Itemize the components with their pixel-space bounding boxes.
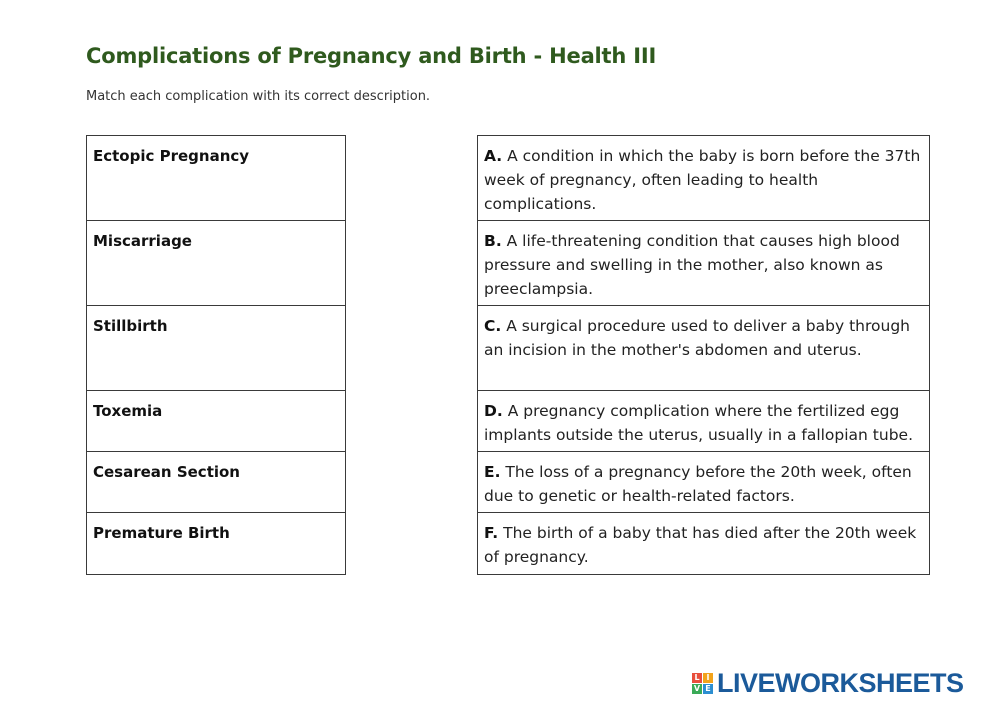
logo-badge-letter: I [703, 673, 713, 683]
term-label: Stillbirth [93, 317, 168, 335]
description-text [484, 144, 924, 216]
terms-column [86, 135, 346, 575]
description-body: A pregnancy complication where the fertilized egg implants outside the uterus, usually in a fallopian tube. [484, 402, 914, 444]
logo-badge-letter: V [693, 683, 701, 693]
logo-text: LIVEWORKSHEETS [717, 667, 964, 698]
term-label: Cesarean Section [93, 463, 240, 481]
description-letter: C. [484, 317, 502, 335]
term-label: Miscarriage [93, 232, 192, 250]
description-letter: F. [484, 524, 499, 542]
description-box[interactable] [477, 513, 930, 575]
description-letter: E. [484, 463, 501, 481]
term-box[interactable] [86, 452, 346, 513]
term-box[interactable] [86, 221, 346, 306]
description-text [484, 460, 924, 508]
liveworksheets-logo[interactable] [692, 668, 964, 698]
term-label: Ectopic Pregnancy [93, 147, 250, 165]
term-box[interactable] [86, 306, 346, 391]
description-box[interactable] [477, 136, 930, 221]
description-box[interactable] [477, 391, 930, 452]
page-title: Complications of Pregnancy and Birth - Health III [86, 44, 657, 68]
descriptions-column [477, 135, 930, 575]
description-body: The birth of a baby that has died after the 20th week of pregnancy. [484, 524, 917, 566]
description-letter: A. [484, 147, 503, 165]
description-body: A life-threatening condition that causes high blood pressure and swelling in the mother, also known as preeclampsia. [484, 232, 900, 298]
description-box[interactable] [477, 306, 930, 391]
description-body: A surgical procedure used to deliver a baby through an incision in the mother's abdomen and uterus. [484, 317, 910, 359]
logo-badge-letter: E [703, 684, 713, 694]
term-box[interactable] [86, 136, 346, 221]
term-box[interactable] [86, 513, 346, 575]
description-text [484, 229, 924, 301]
description-letter: D. [484, 402, 503, 420]
description-body: A condition in which the baby is born before the 37th week of pregnancy, often leading to health complications. [484, 147, 921, 213]
description-text [484, 314, 924, 362]
description-box[interactable] [477, 221, 930, 306]
logo-badge-letter: L [692, 673, 702, 683]
term-label: Toxemia [93, 402, 163, 420]
logo-badge-icon [692, 673, 713, 694]
description-text [484, 399, 924, 447]
description-letter: B. [484, 232, 502, 250]
description-text [484, 521, 924, 569]
description-body: The loss of a pregnancy before the 20th week, often due to genetic or health-related factors. [484, 463, 912, 505]
term-box[interactable] [86, 391, 346, 452]
instruction-text: Match each complication with its correct description. [86, 89, 431, 104]
term-label: Premature Birth [93, 524, 230, 542]
description-box[interactable] [477, 452, 930, 513]
